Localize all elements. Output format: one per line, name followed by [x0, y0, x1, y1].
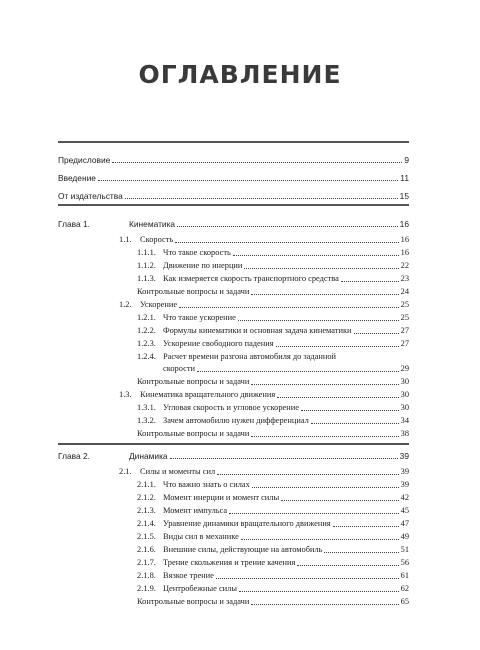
- chapter-label: Глава 2.: [58, 451, 90, 461]
- toc-entry-subsection[interactable]: Момент инерции и момент силы 42: [163, 493, 409, 502]
- subsection-number: 1.2.3.: [137, 339, 156, 348]
- subsection-number: 1.2.4.: [137, 352, 156, 361]
- section-number: 1.2.: [119, 300, 132, 309]
- subsection-number: 2.1.3.: [137, 506, 156, 515]
- section-number: 1.3.: [119, 390, 132, 399]
- toc-entry-subsection[interactable]: Что такое скорость 16: [163, 248, 409, 257]
- subsection-number: 2.1.8.: [137, 571, 156, 580]
- toc-entry-preface[interactable]: Предисловие 9: [58, 155, 409, 165]
- section-number: 1.1.: [119, 235, 132, 244]
- section-number: 2.1.: [119, 467, 132, 476]
- subsection-number: 1.3.2.: [137, 416, 156, 425]
- toc-entry-subsection[interactable]: Движение по инерции 22: [163, 261, 409, 270]
- chapter-label: Глава 1.: [58, 219, 90, 229]
- toc-entry-subsection[interactable]: Вязкое трение 61: [163, 571, 409, 580]
- toc-entry-section[interactable]: Ускорение 25: [140, 300, 409, 309]
- subsection-number: 2.1.7.: [137, 558, 156, 567]
- toc-entry-section[interactable]: Скорость 16: [140, 235, 409, 244]
- subsection-number: 1.3.1.: [137, 403, 156, 412]
- subsection-number: 2.1.5.: [137, 532, 156, 541]
- subsection-number: 2.1.6.: [137, 545, 156, 554]
- toc-entry-title-line: Расчет времени разгона автомобиля до заданной: [163, 352, 337, 361]
- toc-entry-subsection[interactable]: Центробежные силы 62: [163, 584, 409, 593]
- subsection-number: 2.1.4.: [137, 519, 156, 528]
- toc-entry-publisher[interactable]: От издательства 15: [58, 191, 409, 201]
- toc-entry-introduction[interactable]: Введение 11: [58, 173, 409, 183]
- toc-entry-chapter[interactable]: Динамика 39: [129, 451, 409, 461]
- subsection-number: 2.1.2.: [137, 493, 156, 502]
- subsection-number: 2.1.9.: [137, 584, 156, 593]
- toc-entry-subsection[interactable]: Угловая скорость и угловое ускорение 30: [163, 403, 409, 412]
- subsection-number: 2.1.1.: [137, 480, 156, 489]
- toc-entry-section[interactable]: Кинематика вращательного движения 30: [140, 390, 409, 399]
- toc-entry-subsection[interactable]: Что важно знать о силах 39: [163, 480, 409, 489]
- toc-entry-questions[interactable]: Контрольные вопросы и задачи 65: [137, 597, 409, 606]
- toc-entry-subsection[interactable]: Момент импульса 45: [163, 506, 409, 515]
- toc-entry-subsection[interactable]: Формулы кинематики и основная задача кинематики 27: [163, 326, 409, 335]
- subsection-number: 1.2.1.: [137, 313, 156, 322]
- toc-entry-subsection[interactable]: Виды сил в механике 49: [163, 532, 409, 541]
- toc-entry-subsection[interactable]: скорости 29: [163, 364, 409, 373]
- subsection-number: 1.2.2.: [137, 326, 156, 335]
- toc-entry-subsection[interactable]: Зачем автомобилю нужен дифференциал 34: [163, 416, 409, 425]
- toc-entry-questions[interactable]: Контрольные вопросы и задачи 38: [137, 429, 409, 438]
- subsection-number: 1.1.3.: [137, 274, 156, 283]
- toc-entry-section[interactable]: Силы и моменты сил 39: [140, 467, 409, 476]
- toc-entry-subsection[interactable]: Что такое ускорение 25: [163, 313, 409, 322]
- toc-entry-questions[interactable]: Контрольные вопросы и задачи 24: [137, 287, 409, 296]
- toc-entry-subsection[interactable]: Внешние силы, действующие на автомобиль 51: [163, 545, 409, 554]
- toc-entry-subsection[interactable]: Как измеряется скорость транспортного средства 23: [163, 274, 409, 283]
- subsection-number: 1.1.1.: [137, 248, 156, 257]
- toc-entry-questions[interactable]: Контрольные вопросы и задачи 30: [137, 377, 409, 386]
- toc-entry-subsection[interactable]: Уравнение динамики вращательного движения 47: [163, 519, 409, 528]
- toc-entry-subsection[interactable]: Ускорение свободного падения 27: [163, 339, 409, 348]
- subsection-number: 1.1.2.: [137, 261, 156, 270]
- toc-entry-chapter[interactable]: Кинематика 16: [129, 219, 409, 229]
- page-title: ОГЛАВЛЕНИЕ: [138, 60, 342, 89]
- toc-entry-subsection[interactable]: Трение скольжения и трение качения 56: [163, 558, 409, 567]
